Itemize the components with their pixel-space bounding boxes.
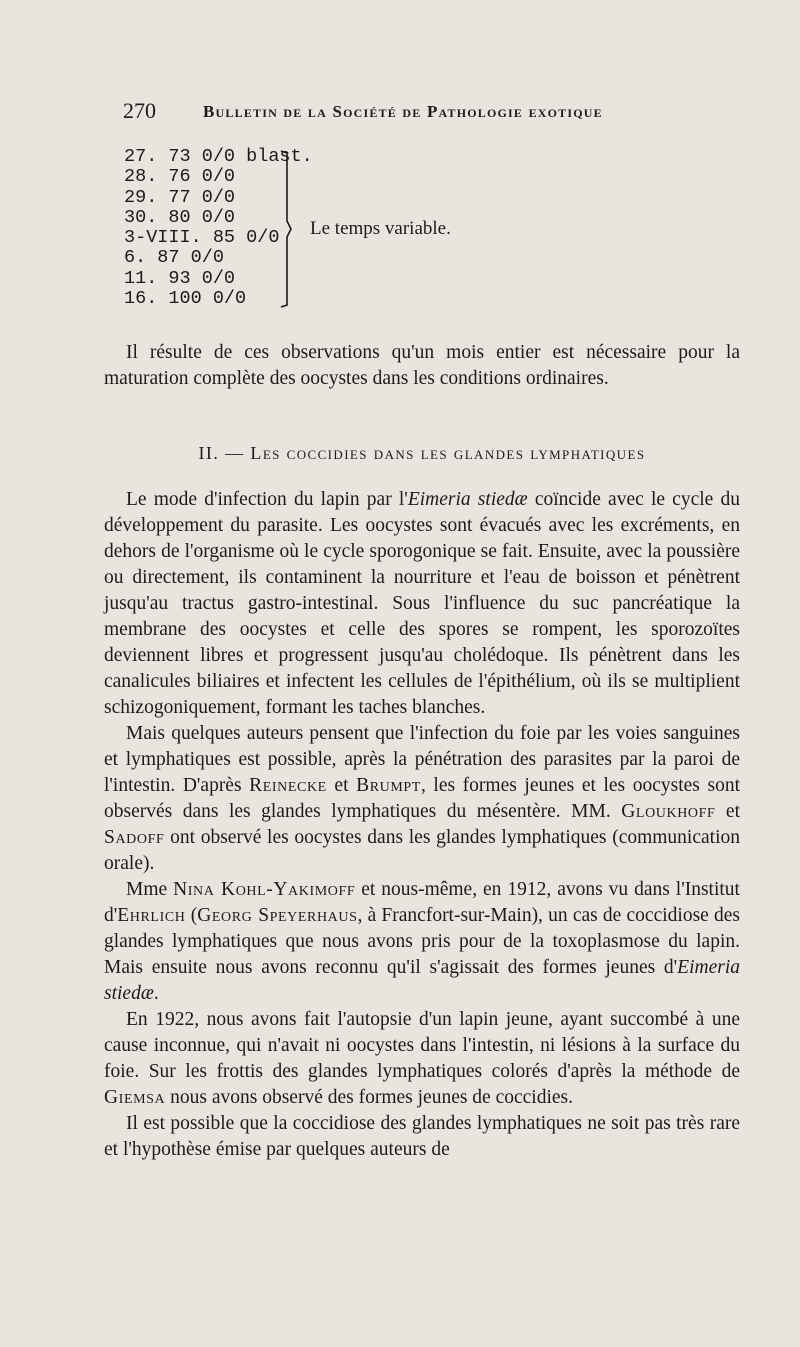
author-name: Nina Kohl-Yakimoff: [173, 879, 356, 900]
text-run: Mme: [126, 879, 174, 900]
paragraph: Il résulte de ces observations qu'un mois entier est nécessaire pour la maturation complète des oocystes dans les conditions ordinaires.: [104, 342, 740, 389]
institution-name: Georg Speyerhaus: [197, 905, 358, 926]
list-item: 3-VIII. 85 0/0: [124, 227, 280, 249]
author-name: Gloukhoff: [621, 801, 716, 822]
paragraph: [104, 487, 740, 721]
text-run: et nous-même, en 1912, avons vu dans l'Institut d': [104, 879, 740, 926]
author-name: Brumpt: [356, 775, 421, 796]
section-body: [104, 487, 740, 1163]
text-run: En 1922, nous avons fait l'autopsie d'un lapin jeune, ayant succombé à une cause inconnue, qui n'avait ni oocystes dans l'intestin, ni lésions à la surface du foie. Sur les frottis des glandes lymphatiques colorés d'après la méthode de: [104, 1009, 740, 1082]
brace-label: Le temps variable.: [310, 218, 451, 239]
list-item: 30. 80 0/0: [124, 206, 236, 228]
author-name: Giemsa: [104, 1087, 166, 1108]
text-run: .: [153, 983, 159, 1004]
author-name: Reinecke: [249, 775, 327, 796]
list-item: 28. 76 0/0: [124, 166, 236, 188]
running-title: Bulletin de la Société de Pathologie exotique: [203, 102, 603, 121]
text-run: coïncide avec le cycle du développement du parasite. Les oocystes sont évacués avec les excréments, en dehors de l'organisme où le cycle sporogonique se fait. Ensuite, avec la poussière ou directement, ils contaminent la nourriture et l'eau de boisson et pénètrent jusqu'au tractus gastro-intestinal. Sous l'influence du suc pancréatique la membrane des oocystes et celle des spores se rompent, les sporozoïtes deviennent libres et progressent jusqu'au cholédoque. Ils pénètrent dans les canalicules biliaires et infectent les cellules de l'épithélium, où ils se multiplient schizogoniquement, formant les taches blanches.: [104, 489, 740, 718]
text-run: Le mode d'infection du lapin par l': [126, 489, 408, 510]
list-item: 27. 73 0/0 blast.: [124, 146, 313, 167]
text-run: Il est possible que la coccidiose des glandes lymphatiques ne soit pas très rare et l'hypothèse émise par quelques auteurs de: [104, 1113, 740, 1160]
text-run: , les formes jeunes et les oocystes sont observés dans les glandes lymphatiques du mésentère. MM.: [104, 775, 740, 822]
species-name: Eimeria stiedæ: [407, 489, 528, 510]
paragraph: [104, 1111, 740, 1163]
text-run: nous avons observé des formes jeunes de coccidies.: [165, 1087, 574, 1108]
right-brace: [278, 149, 292, 309]
text-run: et: [326, 775, 357, 796]
list-item: 6. 87 0/0: [124, 247, 224, 269]
species-name: Eimeria stiedæ: [104, 957, 740, 1004]
page-number: 270: [123, 98, 156, 123]
text-run: ont observé les oocystes dans les glandes lymphatiques (communication orale).: [104, 827, 740, 874]
list-item: 29. 77 0/0: [124, 186, 236, 208]
text-run: , à Francfort-sur-Main), un cas de coccidiose des glandes lymphatiques que nous avons pris pour de la toxoplasmose du lapin. Mais ensuite nous avons reconnu qu'il s'agissait des formes jeunes d': [104, 905, 741, 978]
paragraph: [104, 877, 740, 1007]
text-run: Mais quelques auteurs pensent que l'infection du foie par les voies sanguines et lymphatiques est possible, après la pénétration des parasites par la paroi de l'intestin. D'après: [104, 723, 740, 796]
conclusion-paragraph: [104, 340, 740, 392]
section-title: II. — Les coccidies dans les glandes lymphatiques: [198, 443, 646, 463]
text-run: (: [185, 905, 198, 926]
paragraph: [104, 721, 740, 877]
text-run: et: [715, 801, 740, 822]
list-item: 16. 100 0/0: [124, 288, 247, 310]
page-header: [123, 98, 763, 128]
author-name: Sadoff: [104, 827, 165, 848]
author-name: Ehrlich: [117, 905, 186, 926]
list-item: 11. 93 0/0: [124, 267, 236, 289]
paragraph: [104, 1007, 740, 1111]
